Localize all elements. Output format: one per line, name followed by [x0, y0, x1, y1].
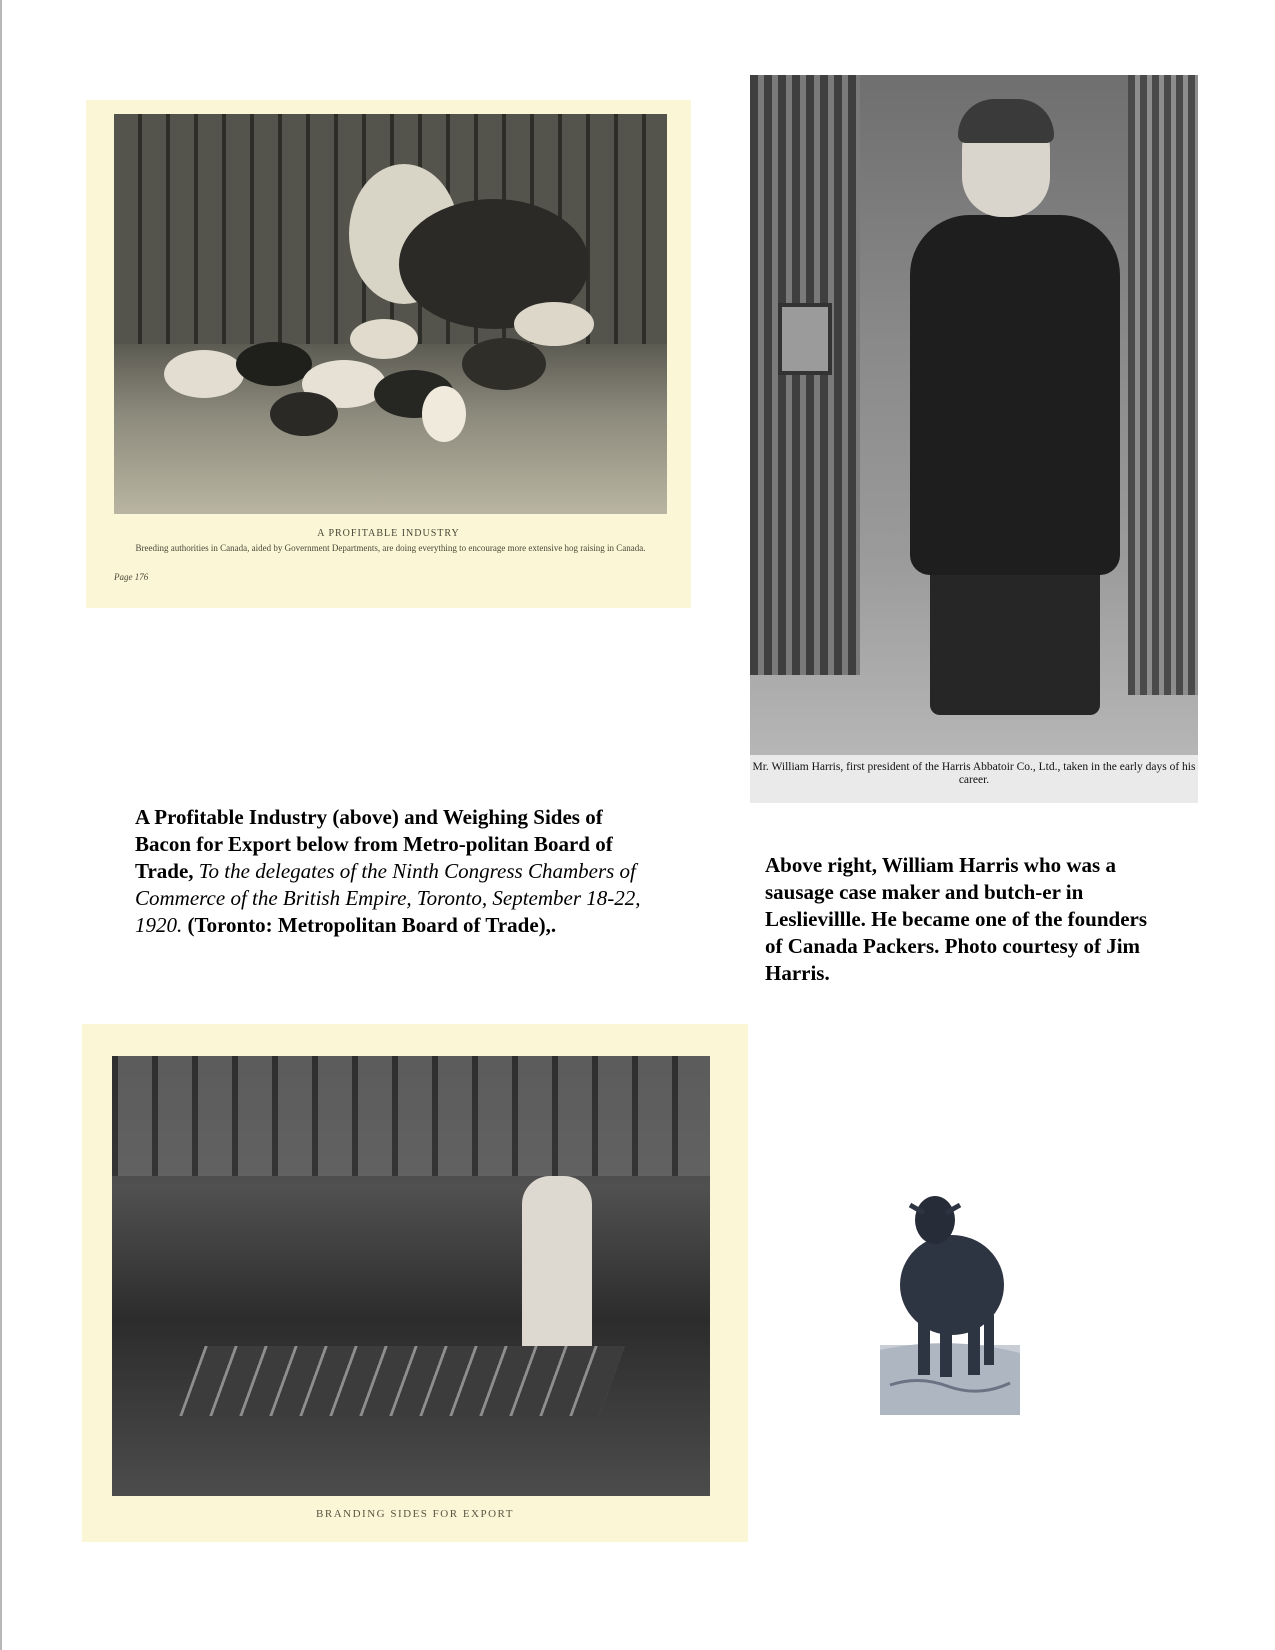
branding-caption: BRANDING SIDES FOR EXPORT: [316, 1508, 514, 1520]
curtain-right: [1128, 75, 1198, 695]
portrait-image: [750, 75, 1198, 755]
conveyor-table: [179, 1346, 624, 1416]
cow-illustration-icon: [880, 1175, 1020, 1415]
left-caption-part2: (Toronto: Metropolitan Board of Trade),.: [182, 913, 557, 937]
pigs-image: [114, 114, 667, 514]
seated-man: [900, 105, 1130, 715]
william-harris-portrait: [750, 75, 1198, 803]
ceiling-beams: [112, 1056, 710, 1176]
left-caption-block: [135, 804, 655, 939]
page-edge-rule: [0, 0, 2, 1650]
picture-frame: [778, 303, 832, 375]
profitable-industry-photo: [86, 100, 691, 608]
branding-sides-photo: [82, 1024, 748, 1542]
right-caption-block: Above right, William Harris who was a sausage case maker and butch-er in Leslievillle. He became one of the founders of Canada Packers. Photo courtesy of Jim Harris.: [765, 853, 1148, 985]
branding-image: [112, 1056, 710, 1496]
portrait-caption: Mr. William Harris, first president of the Harris Abbatoir Co., Ltd., taken in the early days of his career.: [752, 761, 1196, 786]
curtain-left: [750, 75, 860, 675]
left-caption-title-italic: To the delegates of the Ninth Congress Chambers of Commerce of the British Empire, Toronto, September 18-22, 1920.: [135, 859, 641, 937]
pigs-page-label: Page 176: [114, 572, 149, 582]
pigs-drawing: [114, 114, 667, 514]
pigs-caption-title: A PROFITABLE INDUSTRY: [317, 528, 460, 539]
left-caption-part1: A Profitable Industry (above) and Weighing Sides of Bacon for Export below from Metro-politan Board of Trade,: [135, 805, 613, 883]
pigs-caption-text: Breeding authorities in Canada, aided by Government Departments, are doing everything to encourage more extensive hog raising in Canada.: [135, 543, 646, 553]
